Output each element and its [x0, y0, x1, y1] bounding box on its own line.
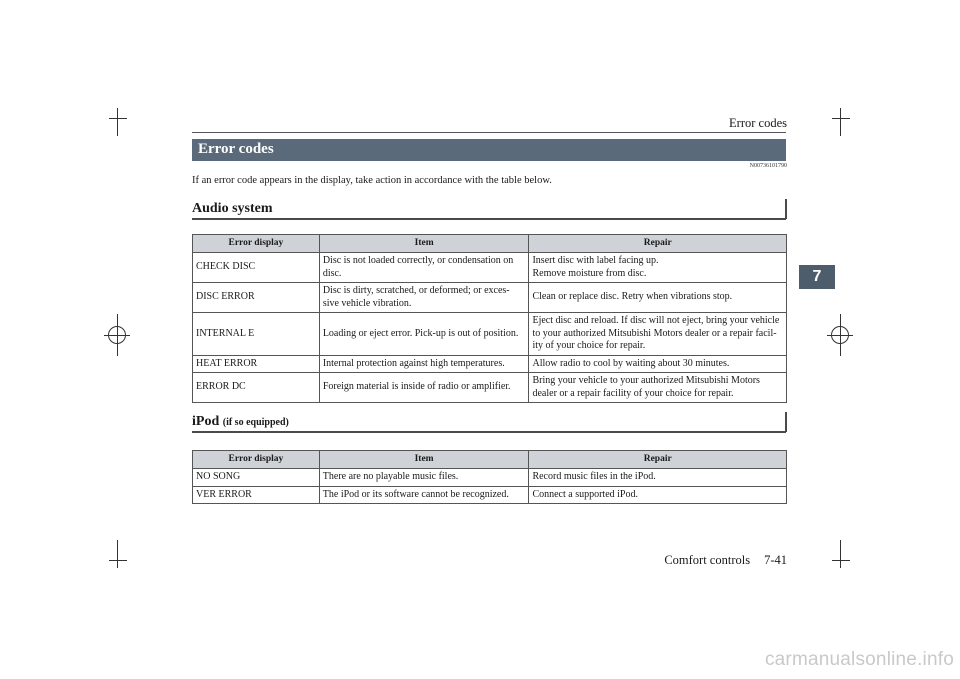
table-header-row [193, 235, 787, 253]
repair-line: Remove moisture from disc. [532, 267, 647, 279]
document-code: N00736101790 [749, 163, 787, 169]
table-row [193, 253, 787, 283]
crop-mark [840, 108, 841, 136]
repair-cell: Connect a supported iPod. [529, 486, 787, 504]
footer-page-number: 7-41 [764, 553, 787, 567]
registration-mark [104, 335, 130, 336]
item-cell: Loading or eject error. Pick-up is out of position. [319, 313, 529, 356]
table-row [193, 469, 787, 487]
ipod-heading [192, 414, 786, 430]
audio-heading [192, 201, 786, 217]
column-header: Item [319, 451, 529, 469]
ipod-heading-suffix: (if so equipped) [222, 417, 289, 428]
header-rule [192, 132, 786, 133]
repair-cell: Clean or replace disc. Retry when vibrations stop. [529, 283, 787, 313]
audio-heading-rule-end [785, 199, 787, 219]
repair-cell: Record music files in the iPod. [529, 469, 787, 487]
audio-error-table [192, 234, 787, 403]
item-cell: Internal protection against high temperatures. [319, 355, 529, 373]
error-display-cell: HEAT ERROR [193, 355, 320, 373]
audio-heading-rule [192, 218, 786, 220]
chapter-tab: 7 [799, 265, 835, 289]
repair-cell: Bring your vehicle to your authorized Mitsubishi Motors dealer or a repair facility of your choice for repair. [529, 373, 787, 403]
column-header: Repair [529, 235, 787, 253]
repair-cell: Allow radio to cool by waiting about 30 minutes. [529, 355, 787, 373]
error-display-cell: INTERNAL E [193, 313, 320, 356]
page-header-title: Error codes [729, 116, 787, 130]
watermark-text: carmanualsonline.info [764, 649, 954, 670]
crop-mark [832, 560, 850, 561]
section-title-bar [192, 139, 786, 161]
column-header: Item [319, 235, 529, 253]
repair-cell [529, 253, 787, 283]
item-cell: Disc is not loaded correctly, or condensation on disc. [319, 253, 529, 283]
footer-section: Comfort controls [664, 553, 751, 567]
table-row [193, 355, 787, 373]
item-cell: Foreign material is inside of radio or amplifier. [319, 373, 529, 403]
column-header: Repair [529, 451, 787, 469]
page-footer [664, 553, 787, 568]
error-display-cell: NO SONG [193, 469, 320, 487]
crop-mark [832, 118, 850, 119]
repair-line: Insert disc with label facing up. [532, 255, 659, 266]
item-cell: There are no playable music files. [319, 469, 529, 487]
crop-mark [109, 560, 127, 561]
table-header-row [193, 451, 787, 469]
error-display-cell: CHECK DISC [193, 253, 320, 283]
item-cell: The iPod or its software cannot be recognized. [319, 486, 529, 504]
audio-heading-text: Audio system [192, 201, 273, 216]
crop-mark [117, 540, 118, 568]
ipod-heading-rule [192, 431, 786, 433]
table-row [193, 313, 787, 356]
error-display-cell: DISC ERROR [193, 283, 320, 313]
table-row [193, 283, 787, 313]
crop-mark [109, 118, 127, 119]
column-header: Error display [193, 451, 320, 469]
repair-cell: Eject disc and reload. If disc will not eject, bring your vehicle to your authorized Mitsubishi Motors dealer or a repair facil-ity of your choice for repair. [529, 313, 787, 356]
section-title: Error codes [198, 141, 274, 157]
ipod-error-table [192, 450, 787, 504]
crop-mark [117, 108, 118, 136]
table-row [193, 373, 787, 403]
ipod-heading-text: iPod [192, 414, 220, 429]
error-display-cell: VER ERROR [193, 486, 320, 504]
table-row [193, 486, 787, 504]
registration-mark [827, 335, 853, 336]
column-header: Error display [193, 235, 320, 253]
intro-text: If an error code appears in the display, take action in accordance with the table below. [192, 175, 552, 186]
error-display-cell: ERROR DC [193, 373, 320, 403]
item-cell: Disc is dirty, scratched, or deformed; or exces-sive vehicle vibration. [319, 283, 529, 313]
ipod-heading-rule-end [785, 412, 787, 432]
crop-mark [840, 540, 841, 568]
